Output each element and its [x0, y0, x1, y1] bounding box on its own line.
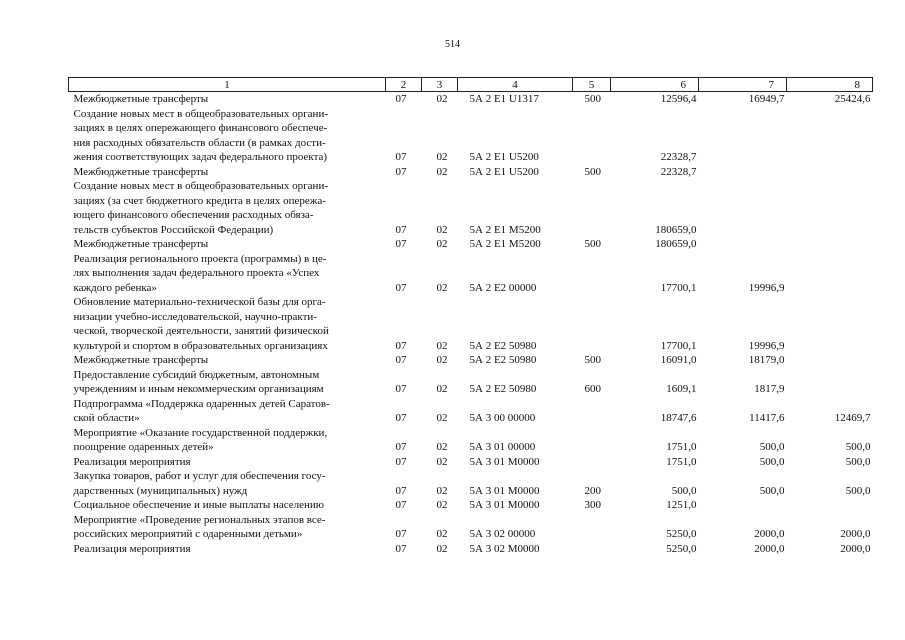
amount-year-1: 1751,0 [666, 455, 697, 468]
row-name [69, 542, 386, 557]
amount-year-2: 1817,9 [754, 383, 785, 395]
row-name [69, 513, 386, 542]
amount-year-3 [787, 368, 873, 397]
expense-type-code: 300 [584, 499, 601, 511]
target-article-code: 5А 3 01 М0000 [469, 484, 540, 497]
amount-year-3: 500,0 [845, 441, 871, 453]
row-name-line: ческой, творческой деятельности, занятий физической [73, 325, 329, 337]
amount-year-1: 22328,7 [660, 165, 697, 178]
table-row [69, 469, 873, 498]
amount-year-3 [787, 295, 873, 353]
table-body [69, 92, 873, 557]
row-name-line: Создание новых мест в общеобразовательных органи- [73, 180, 328, 192]
row-name-line: Мероприятие «Проведение региональных этапов все- [73, 513, 326, 526]
amount-year-1: 17700,1 [660, 339, 697, 352]
expense-type-code [573, 542, 611, 557]
subsection-code: 02 [436, 151, 448, 163]
table-row [69, 92, 873, 107]
amount-year-1: 16091,0 [660, 354, 697, 366]
target-article-code: 5А 2 Е1 М5200 [469, 223, 541, 236]
amount-year-2 [699, 237, 787, 252]
amount-year-2: 500,0 [759, 484, 785, 497]
table-row [69, 455, 873, 470]
expense-type-code: 600 [584, 383, 601, 395]
section-code: 07 [395, 484, 407, 497]
target-article-code: 5А 2 Е1 U1317 [469, 93, 539, 105]
expense-type-code: 500 [584, 93, 601, 105]
section-code: 07 [395, 339, 407, 352]
expense-type-code: 200 [584, 484, 601, 497]
amount-year-3: 2000,0 [840, 542, 871, 555]
row-name [69, 107, 386, 165]
row-name [69, 165, 386, 180]
row-name-line: ской области» [73, 412, 140, 424]
amount-year-2 [699, 165, 787, 180]
subsection-code: 02 [436, 542, 448, 555]
amount-year-3 [787, 237, 873, 252]
expense-type-code [573, 107, 611, 165]
table-row [69, 397, 873, 426]
row-name [69, 92, 386, 107]
row-name [69, 426, 386, 455]
row-name [69, 237, 386, 252]
section-code: 07 [395, 528, 407, 540]
amount-year-1: 18747,6 [660, 412, 697, 424]
row-name-line: Реализация мероприятия [73, 542, 191, 555]
amount-year-2: 19996,9 [748, 281, 785, 294]
row-name-line: учреждениям и иным некоммерческим организациям [73, 383, 324, 395]
subsection-code: 02 [436, 238, 448, 250]
section-code: 07 [395, 238, 407, 250]
section-code: 07 [395, 499, 407, 511]
table-row [69, 107, 873, 165]
expense-type-code [573, 252, 611, 296]
section-code: 07 [395, 223, 407, 236]
expense-type-code: 500 [584, 354, 601, 366]
column-header-6: 6 [611, 78, 699, 92]
subsection-code: 02 [436, 354, 448, 366]
row-name-line: Социальное обеспечение и иные выплаты населению [73, 499, 325, 511]
expense-type-code [573, 295, 611, 353]
amount-year-3 [787, 498, 873, 513]
section-code: 07 [395, 281, 407, 294]
row-name-line: Обновление материально-технической базы для орга- [73, 296, 326, 308]
amount-year-1: 1251,0 [666, 499, 697, 511]
expense-type-code [573, 179, 611, 237]
amount-year-1: 500,0 [671, 484, 697, 497]
amount-year-3 [787, 353, 873, 368]
target-article-code: 5А 2 Е1 U5200 [469, 151, 539, 163]
target-article-code: 5А 3 01 М0000 [469, 499, 540, 511]
subsection-code: 02 [436, 412, 448, 424]
subsection-code: 02 [436, 93, 448, 105]
amount-year-2: 500,0 [759, 441, 785, 453]
table-row [69, 368, 873, 397]
column-header-1: 1 [69, 78, 386, 92]
row-name-line: тельств субъектов Российской Федерации) [73, 223, 274, 236]
amount-year-3: 12469,7 [834, 412, 871, 424]
amount-year-2: 19996,9 [748, 339, 785, 352]
table-row [69, 542, 873, 557]
amount-year-1: 1751,0 [666, 441, 697, 453]
expense-type-code: 500 [584, 238, 601, 250]
amount-year-3 [787, 252, 873, 296]
target-article-code: 5А 3 01 М0000 [469, 455, 540, 468]
row-name-line: каждого ребенка» [73, 281, 157, 294]
subsection-code: 02 [436, 281, 448, 294]
row-name-line: Межбюджетные трансферты [73, 165, 209, 178]
row-name [69, 353, 386, 368]
amount-year-3: 25424,6 [834, 93, 871, 105]
amount-year-1: 17700,1 [660, 281, 697, 294]
amount-year-2: 16949,7 [748, 93, 785, 105]
section-code: 07 [395, 383, 407, 395]
amount-year-3 [787, 107, 873, 165]
budget-table [68, 77, 873, 556]
row-name-line: Реализация регионального проекта (программы) в це- [73, 252, 327, 265]
amount-year-2: 11417,6 [749, 412, 785, 424]
row-name-line: ющего финансового обеспечения расходных обяза- [73, 209, 314, 221]
target-article-code: 5А 2 Е1 U5200 [469, 165, 539, 178]
row-name-line: культурой и спортом в образовательных организациях [73, 339, 328, 352]
subsection-code: 02 [436, 223, 448, 236]
amount-year-3: 500,0 [845, 455, 871, 468]
row-name [69, 179, 386, 237]
row-name-line: зациях (за счет бюджетного кредита в целях опережа- [73, 194, 326, 207]
amount-year-3: 2000,0 [840, 528, 871, 540]
amount-year-2: 2000,0 [754, 528, 785, 540]
target-article-code: 5А 2 Е2 50980 [469, 354, 537, 366]
expense-type-code: 500 [584, 165, 601, 178]
row-name-line: Реализация мероприятия [73, 455, 191, 468]
subsection-code: 02 [436, 441, 448, 453]
amount-year-2 [699, 179, 787, 237]
target-article-code: 5А 2 Е1 М5200 [469, 238, 541, 250]
section-code: 07 [395, 93, 407, 105]
table-row [69, 295, 873, 353]
row-name-line: Межбюджетные трансферты [73, 354, 209, 366]
amount-year-1: 5250,0 [666, 542, 697, 555]
table-row [69, 237, 873, 252]
row-name [69, 469, 386, 498]
page-number: 514 [445, 39, 460, 50]
row-name-line: Межбюджетные трансферты [73, 93, 209, 105]
amount-year-2 [699, 107, 787, 165]
amount-year-1: 180659,0 [655, 238, 697, 250]
amount-year-3 [787, 165, 873, 180]
expense-type-code [573, 455, 611, 470]
amount-year-1: 12596,4 [660, 93, 697, 105]
amount-year-1: 1609,1 [666, 383, 697, 395]
row-name-line: Закупка товаров, работ и услуг для обеспечения госу- [73, 470, 326, 482]
amount-year-1: 22328,7 [660, 151, 697, 163]
target-article-code: 5А 3 00 00000 [469, 412, 536, 424]
section-code: 07 [395, 441, 407, 453]
header-row [69, 78, 873, 92]
table-row [69, 165, 873, 180]
target-article-code: 5А 3 02 М0000 [469, 542, 540, 555]
subsection-code: 02 [436, 339, 448, 352]
subsection-code: 02 [436, 528, 448, 540]
row-name-line: ния расходных обязательств области (в рамках дости- [73, 136, 326, 149]
column-header-5: 5 [573, 78, 611, 92]
target-article-code: 5А 3 02 00000 [469, 528, 536, 540]
column-header-3: 3 [422, 78, 458, 92]
expense-type-code [573, 426, 611, 455]
row-name-line: лях выполнения задач федерального проекта «Успех [73, 267, 320, 279]
row-name-line: дарственных (муниципальных) нужд [73, 484, 248, 497]
section-code: 07 [395, 151, 407, 163]
expense-type-code [573, 397, 611, 426]
subsection-code: 02 [436, 499, 448, 511]
amount-year-2: 2000,0 [754, 542, 785, 555]
section-code: 07 [395, 455, 407, 468]
row-name [69, 455, 386, 470]
amount-year-1: 180659,0 [655, 223, 697, 236]
column-header-7: 7 [699, 78, 787, 92]
section-code: 07 [395, 542, 407, 555]
row-name-line: низации учебно-исследовательской, научно-практи- [73, 310, 317, 323]
row-name-line: зациях в целях опережающего финансового обеспече- [73, 122, 328, 134]
table-row [69, 513, 873, 542]
column-header-8: 8 [787, 78, 873, 92]
row-name-line: Предоставление субсидий бюджетным, автономным [73, 368, 320, 381]
amount-year-3 [787, 179, 873, 237]
row-name-line: жения соответствующих задач федерального проекта) [73, 151, 328, 163]
table-row [69, 353, 873, 368]
row-name [69, 295, 386, 353]
target-article-code: 5А 2 Е2 50980 [469, 383, 537, 395]
row-name-line: российских мероприятий с одаренными детьми» [73, 528, 303, 540]
expense-type-code [573, 513, 611, 542]
column-header-2: 2 [386, 78, 422, 92]
subsection-code: 02 [436, 383, 448, 395]
row-name [69, 498, 386, 513]
target-article-code: 5А 3 01 00000 [469, 441, 536, 453]
subsection-code: 02 [436, 455, 448, 468]
table-row [69, 426, 873, 455]
amount-year-3: 500,0 [845, 484, 871, 497]
section-code: 07 [395, 354, 407, 366]
row-name-line: Мероприятие «Оказание государственной поддержки, [73, 426, 328, 439]
table-row [69, 252, 873, 296]
row-name-line: Создание новых мест в общеобразовательных органи- [73, 107, 328, 120]
row-name [69, 368, 386, 397]
target-article-code: 5А 2 Е2 00000 [469, 281, 537, 294]
table-row [69, 179, 873, 237]
row-name [69, 397, 386, 426]
row-name-line: Подпрограмма «Поддержка одаренных детей Саратов- [73, 397, 330, 410]
row-name-line: Межбюджетные трансферты [73, 238, 209, 250]
section-code: 07 [395, 412, 407, 424]
subsection-code: 02 [436, 484, 448, 497]
target-article-code: 5А 2 Е2 50980 [469, 339, 537, 352]
row-name [69, 252, 386, 296]
column-header-4: 4 [458, 78, 573, 92]
amount-year-2 [699, 498, 787, 513]
subsection-code: 02 [436, 165, 448, 178]
table-row [69, 498, 873, 513]
amount-year-2: 500,0 [759, 455, 785, 468]
amount-year-1: 5250,0 [666, 528, 697, 540]
section-code: 07 [395, 165, 407, 178]
row-name-line: поощрение одаренных детей» [73, 441, 214, 453]
amount-year-2: 18179,0 [748, 354, 785, 366]
